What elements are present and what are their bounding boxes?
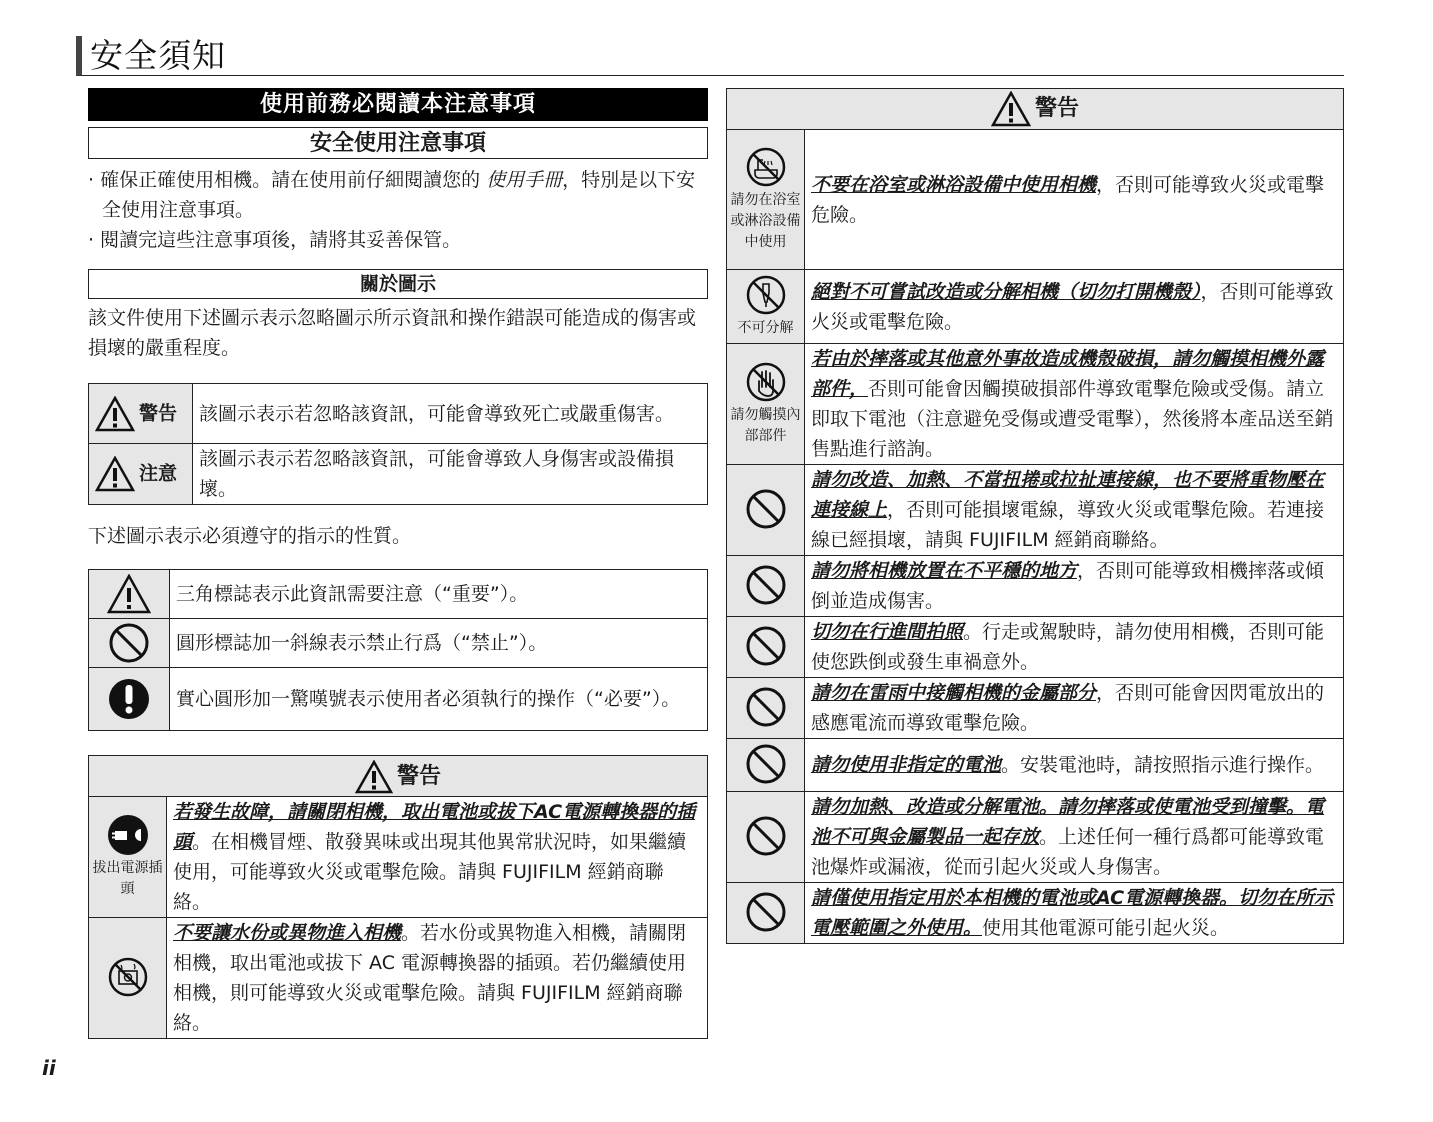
warning-triangle-icon bbox=[991, 91, 1031, 127]
warning-icon-cell bbox=[727, 792, 805, 883]
intro-bullets bbox=[88, 165, 708, 255]
warning-icon-cell bbox=[89, 918, 167, 1039]
warning-text bbox=[805, 678, 1344, 739]
warning-body: 。若水份或異物進入相機，請關閉相機，取出電池或拔下 AC 電源轉換器的插頭。若仍繼續使用相機，則可能導致火災或電擊危險。請與 FUJIFILM 經銷商聯絡。 bbox=[173, 922, 687, 1034]
warning-body: 。在相機冒煙、散發異味或出現其他異常狀況時，如果繼續使用，可能導致火災或電擊危險。請與 FUJIFILM 經銷商聯絡。 bbox=[173, 831, 687, 913]
warning-text bbox=[805, 465, 1344, 556]
symbol-row bbox=[89, 668, 708, 731]
warning-row bbox=[89, 918, 708, 1039]
symbol-text: 三角標誌表示此資訊需要注意（“重要”）。 bbox=[170, 570, 708, 619]
warning-icon-cell bbox=[727, 130, 805, 270]
warning-table-left bbox=[88, 755, 708, 1039]
severity-text: 該圖示表示若忽略該資訊，可能會導致死亡或嚴重傷害。 bbox=[193, 384, 708, 444]
warning-body: ，否則可能會因閃電放出的感應電流而導致電擊危險。 bbox=[811, 682, 1325, 734]
warning-text bbox=[167, 918, 708, 1039]
warning-icon-cell bbox=[727, 678, 805, 739]
warning-triangle-icon bbox=[107, 574, 151, 614]
about-icons-paragraph: 該文件使用下述圖示表示忽略圖示所示資訊和操作錯誤可能造成的傷害或損壞的嚴重程度。 bbox=[88, 307, 697, 359]
prohibited-icon bbox=[745, 686, 787, 728]
right-column bbox=[726, 88, 1344, 944]
severity-row-caution bbox=[89, 444, 708, 505]
severity-warning-label: 警告 bbox=[139, 402, 178, 424]
about-icons-heading: 關於圖示 bbox=[88, 269, 708, 299]
bullet-item: · 閱讀完這些注意事項後，請將其妥善保管。 bbox=[88, 229, 462, 251]
warning-body: ，否則可能導致火災或電擊危險。 bbox=[811, 173, 1325, 226]
warning-text bbox=[805, 556, 1344, 617]
prohibited-icon bbox=[745, 891, 787, 933]
warning-emphasis: 請勿加熱、改造或分解電池。請勿摔落或使電池受到撞擊。電池不可與金屬製品一起存放 bbox=[811, 796, 1325, 848]
warning-icon-cell bbox=[727, 556, 805, 617]
no-disassemble-icon bbox=[745, 274, 787, 316]
warning-triangle-icon bbox=[95, 396, 135, 432]
safety-notes-banner: 安全使用注意事項 bbox=[88, 127, 708, 159]
symbol-row bbox=[89, 619, 708, 668]
warning-header-label: 警告 bbox=[396, 763, 441, 789]
no-touch-icon bbox=[745, 361, 787, 403]
warning-text bbox=[805, 739, 1344, 792]
warning-row bbox=[727, 344, 1344, 465]
warning-emphasis: 不要在浴室或淋浴設備中使用相機 bbox=[811, 173, 1097, 196]
warning-icon-cell bbox=[727, 344, 805, 465]
severity-caution-label: 注意 bbox=[139, 462, 178, 485]
warning-triangle-icon bbox=[95, 456, 135, 492]
warning-row bbox=[727, 678, 1344, 739]
mandatory-icon bbox=[108, 678, 150, 720]
warning-text bbox=[805, 344, 1344, 465]
warning-emphasis: 請勿將相機放置在不平穩的地方 bbox=[811, 560, 1078, 582]
warning-body: 。上述任何一種行爲都可能導致電池爆炸或漏液，從而引起火災或人身傷害。 bbox=[811, 826, 1325, 878]
warning-icon-cell bbox=[727, 270, 805, 344]
severity-text: 該圖示表示若忽略該資訊，可能會導致人身傷害或設備損壞。 bbox=[193, 444, 708, 505]
warning-header bbox=[727, 89, 1344, 130]
symbol-text: 圓形標誌加一斜線表示禁止行爲（“禁止”）。 bbox=[170, 619, 708, 668]
warning-text bbox=[805, 617, 1344, 678]
unplug-icon bbox=[107, 814, 149, 856]
warning-row bbox=[727, 792, 1344, 883]
warning-icon-cell bbox=[727, 465, 805, 556]
manual-title: 使用手冊 bbox=[486, 169, 563, 191]
warning-text bbox=[805, 130, 1344, 270]
warning-emphasis: 不要讓水份或異物進入相機 bbox=[173, 922, 402, 944]
warning-body: 。安裝電池時，請按照指示進行操作。 bbox=[1001, 754, 1325, 776]
warning-icon-cell bbox=[727, 739, 805, 792]
warning-body: 。行走或駕駛時，請勿使用相機，否則可能使您跌倒或發生車禍意外。 bbox=[811, 621, 1325, 673]
warning-body: ，否則可能導致火災或電擊危險。 bbox=[811, 280, 1334, 333]
bullet-text: · 確保正確使用相機。請在使用前仔細閱讀您的 bbox=[88, 169, 487, 191]
warning-emphasis: 切勿在行進間拍照 bbox=[811, 621, 964, 643]
warning-emphasis: 請勿改造、加熱、不當扭捲或拉扯連接線，也不要將重物壓在連接線上 bbox=[811, 469, 1325, 521]
warning-caption: 請勿觸摸內部部件 bbox=[730, 407, 801, 444]
prohibited-icon bbox=[745, 488, 787, 530]
warning-body: ，否則可能導致相機摔落或傾倒並造成傷害。 bbox=[811, 560, 1325, 612]
symbol-icon-cell bbox=[89, 668, 170, 731]
warning-emphasis: 絕對不可嘗試改造或分解相機（切勿打開機殼） bbox=[811, 280, 1201, 303]
warning-header-label: 警告 bbox=[1034, 96, 1079, 121]
warning-emphasis: 若由於摔落或其他意外事故造成機殼破損，請勿觸摸相機外露部件， bbox=[811, 348, 1325, 400]
warning-row bbox=[727, 617, 1344, 678]
warning-caption: 請勿在浴室或淋浴設備中使用 bbox=[730, 192, 801, 250]
no-water-icon bbox=[107, 956, 149, 998]
warning-row bbox=[727, 270, 1344, 344]
prohibited-icon bbox=[745, 815, 787, 857]
warning-icon-cell bbox=[727, 617, 805, 678]
warning-text bbox=[805, 270, 1344, 344]
warning-header bbox=[89, 756, 708, 797]
symbol-row bbox=[89, 570, 708, 619]
severity-table bbox=[88, 383, 708, 505]
warning-triangle-icon bbox=[355, 760, 393, 794]
symbol-icon-cell bbox=[89, 619, 170, 668]
warning-body: 使用其他電源可能引起火災。 bbox=[982, 917, 1230, 939]
page-number: ii bbox=[42, 1056, 56, 1080]
prohibited-icon bbox=[745, 743, 787, 785]
prohibited-icon bbox=[745, 625, 787, 667]
warning-row bbox=[727, 130, 1344, 270]
warning-caption: 拔出電源插頭 bbox=[92, 860, 163, 897]
warning-icon-cell bbox=[727, 883, 805, 944]
warning-text bbox=[805, 883, 1344, 944]
page-title: 安全須知 bbox=[76, 36, 1344, 76]
must-read-banner: 使用前務必閱讀本注意事項 bbox=[88, 88, 708, 121]
warning-emphasis: 請勿使用非指定的電池 bbox=[811, 754, 1002, 776]
prohibited-icon bbox=[745, 564, 787, 606]
warning-icon-cell bbox=[89, 797, 167, 918]
symbols-paragraph: 下述圖示表示必須遵守的指示的性質。 bbox=[88, 525, 412, 547]
no-bath-icon bbox=[745, 146, 787, 188]
warning-body: 否則可能會因觸摸破損部件導致電擊危險或受傷。請立即取下電池（注意避免受傷或遭受電擊），然後將本產品送至銷售點進行諮詢。 bbox=[811, 378, 1334, 460]
severity-label bbox=[89, 444, 193, 505]
left-column bbox=[88, 88, 708, 1039]
warning-header-row bbox=[89, 756, 708, 797]
symbols-table bbox=[88, 569, 708, 731]
severity-row-warning bbox=[89, 384, 708, 444]
warning-row bbox=[727, 556, 1344, 617]
warning-text bbox=[167, 797, 708, 918]
bullet-item bbox=[88, 165, 708, 225]
symbol-icon-cell bbox=[89, 570, 170, 619]
warning-caption: 不可分解 bbox=[737, 320, 794, 336]
severity-label bbox=[89, 384, 193, 444]
warning-emphasis: 請勿在雷雨中接觸相機的金屬部分 bbox=[811, 682, 1097, 704]
warning-row bbox=[727, 465, 1344, 556]
warning-emphasis: 請僅使用指定用於本相機的電池或AC電源轉換器。切勿在所示電壓範圍之外使用。 bbox=[811, 887, 1334, 939]
warning-row bbox=[89, 797, 708, 918]
warning-text bbox=[805, 792, 1344, 883]
warning-header-row bbox=[727, 89, 1344, 130]
warning-table-right bbox=[726, 88, 1344, 944]
prohibited-icon bbox=[108, 622, 150, 664]
symbol-text: 實心圓形加一驚嘆號表示使用者必須執行的操作（“必要”）。 bbox=[170, 668, 708, 731]
warning-row bbox=[727, 883, 1344, 944]
warning-emphasis: 若發生故障，請關閉相機，取出電池或拔下AC電源轉換器的插頭 bbox=[173, 801, 696, 853]
warning-body: ，否則可能損壞電線，導致火災或電擊危險。若連接線已經損壞，請與 FUJIFILM 經銷商聯絡。 bbox=[811, 499, 1325, 551]
warning-row bbox=[727, 739, 1344, 792]
bullet-text: ，特別是以下安全使用注意事項。 bbox=[102, 169, 696, 221]
